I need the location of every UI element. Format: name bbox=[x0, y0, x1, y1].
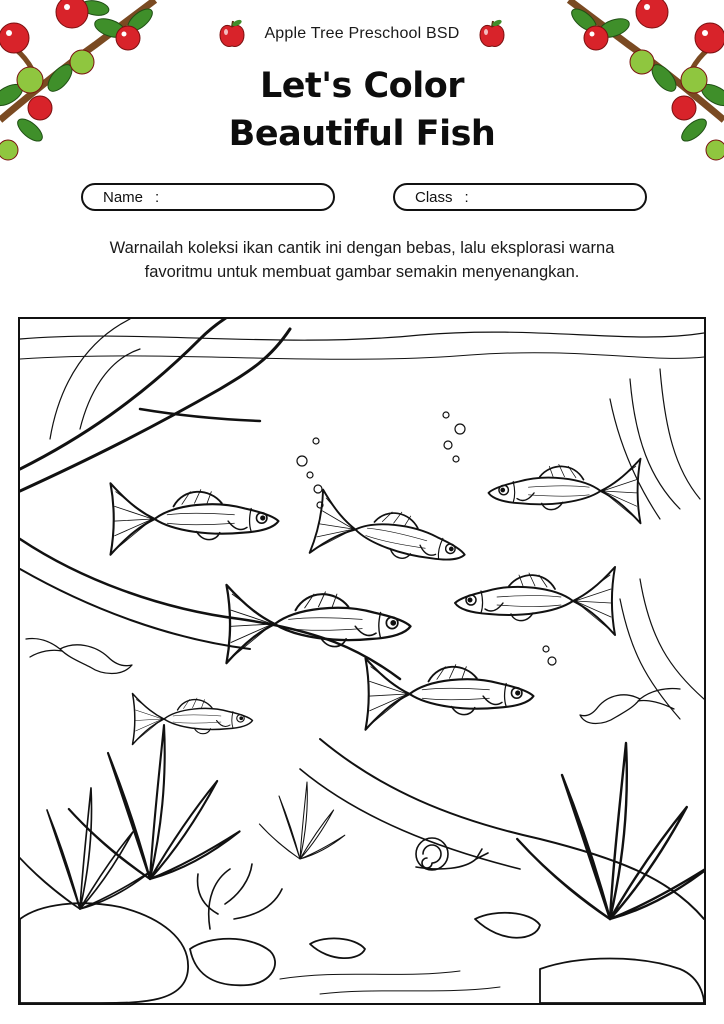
page-title bbox=[0, 62, 724, 158]
class-field[interactable] bbox=[393, 183, 647, 211]
name-field[interactable] bbox=[81, 183, 335, 211]
class-colon: : bbox=[464, 188, 469, 206]
instructions-line-2: favoritmu untuk membuat gambar semakin menyenangkan. bbox=[144, 263, 580, 281]
coloring-illustration[interactable] bbox=[18, 317, 706, 1005]
instructions-line-1: Warnailah koleksi ikan cantik ini dengan bebas, lalu eksplorasi warna bbox=[109, 239, 615, 257]
apple-icon bbox=[478, 19, 506, 49]
school-header bbox=[0, 16, 724, 52]
instructions-text bbox=[50, 236, 674, 284]
title-line-1: Let's Color bbox=[259, 66, 465, 106]
name-label: Name bbox=[103, 188, 144, 206]
school-name: Apple Tree Preschool BSD bbox=[264, 25, 460, 42]
title-line-2: Beautiful Fish bbox=[228, 114, 496, 154]
name-colon: : bbox=[155, 188, 160, 206]
apple-icon bbox=[218, 19, 246, 49]
class-label: Class bbox=[415, 188, 453, 206]
